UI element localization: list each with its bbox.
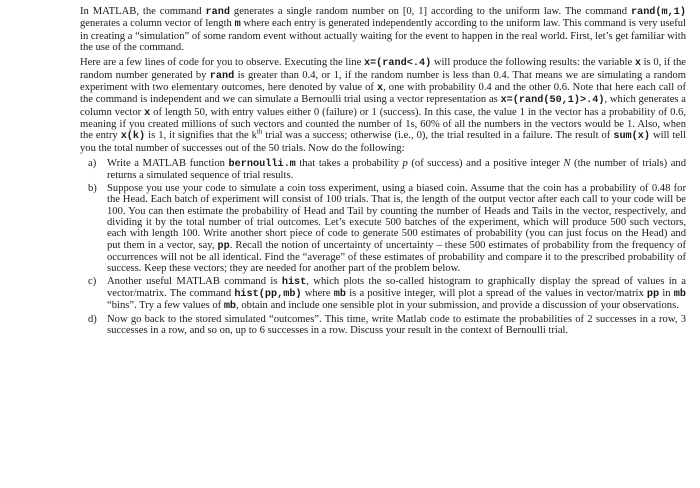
list-marker: a) bbox=[88, 158, 97, 170]
code-x: x bbox=[376, 83, 384, 95]
code-x-k: x(k) bbox=[120, 131, 146, 143]
text: is greater than 0.4, or 1, if the random number is less than 0.4. That means we are simulating a random experiment with two elementary outcomes, here denoted by value of bbox=[80, 69, 686, 94]
text: , one with probability 0.4 and the other 0.6. Note that here each call of the command is independent and we can simulate a Bernoulli trial using a vector representation as bbox=[80, 82, 686, 106]
text: trial was a success; otherwise (i.e., 0), the trial resulted in a failure. The result of bbox=[262, 130, 614, 142]
code-bernoulli-m: bernoulli.m bbox=[228, 159, 296, 171]
text: where bbox=[301, 287, 334, 299]
text: in bbox=[659, 287, 674, 299]
code-mb: mb bbox=[673, 288, 686, 300]
text: Another useful MATLAB command is bbox=[107, 275, 282, 287]
list-marker: b) bbox=[88, 182, 97, 194]
text: will produce the following results: the variable bbox=[431, 57, 635, 69]
code-x: x bbox=[634, 58, 641, 70]
code-m: m bbox=[234, 19, 241, 31]
text: Suppose you use your code to simulate a coin toss experiment, using a biased coin. Assume that the coin has a probability of 0.48 for the Head. Each batch of experiment will consist of 100 trials. That is, the length of the output vector after each call to your code will be 100. You can then estimate the probability of Head and Tail by counting the number of Heads and Tails in the vector, respectively, and dividing it by the total number of trial outcomes. Let’s execute 500 batches of the experiment, which will produce 500 such vectors, each with length 100. Write another short piece of code to generate 500 estimates of probability (you can just focus on the Head) and put them in a vector, say, bbox=[107, 182, 686, 251]
text: , which generates a column vector bbox=[80, 94, 686, 118]
code-rand-m1: rand(m,1) bbox=[630, 7, 686, 18]
code-x-rand-vector: x=(rand(50,1)>.4) bbox=[500, 95, 605, 107]
code-pp: pp bbox=[646, 288, 660, 300]
text: (the number of trials) and returns a simulated sequence of trial results. bbox=[107, 158, 686, 182]
list-marker: c) bbox=[88, 275, 97, 287]
math-p: p bbox=[402, 158, 408, 170]
code-rand: rand bbox=[209, 70, 235, 82]
code-mb: mb bbox=[333, 288, 347, 300]
text: In MATLAB, the command bbox=[80, 6, 206, 17]
task-item-a bbox=[80, 158, 686, 182]
code-sum-x: sum(x) bbox=[613, 131, 651, 143]
text: (of success) and a positive integer bbox=[407, 158, 564, 170]
text: “bins”. Try a few values of bbox=[107, 300, 224, 312]
text: , which plots the so-called histogram to graphically display the spread of values in a vector/matrix. The command bbox=[107, 275, 686, 299]
superscript-th: th bbox=[256, 127, 263, 136]
math-n: N bbox=[563, 158, 571, 170]
text: generates a column vector of length bbox=[80, 18, 235, 30]
code-hist: hist bbox=[281, 276, 307, 288]
text: generates a single random number on [0, 1] according to the uniform law. The command bbox=[229, 6, 631, 17]
code-pp: pp bbox=[217, 240, 230, 252]
code-mb: mb bbox=[223, 301, 237, 313]
code-hist-pp-mb: hist(pp,mb) bbox=[234, 288, 302, 300]
text: will tell you the total number of successes out of the 50 trials. Now do the following: bbox=[80, 130, 686, 154]
code-x-rand-lt: x=(rand<.4) bbox=[363, 58, 432, 70]
task-item-b bbox=[80, 183, 686, 275]
text: , obtain and include one sensible plot in your submission, and provide a discussion of your observations. bbox=[236, 300, 679, 312]
text: is a positive integer, will plot a spread of the values in vector/matrix bbox=[346, 287, 647, 299]
code-rand: rand bbox=[205, 7, 230, 18]
explanation-paragraph bbox=[80, 57, 686, 154]
code-x: x bbox=[144, 107, 151, 119]
text: is 0, if the random number generated by bbox=[80, 57, 686, 81]
list-marker: d) bbox=[88, 313, 97, 325]
task-item-d bbox=[80, 314, 686, 337]
task-list bbox=[80, 158, 686, 336]
intro-paragraph bbox=[80, 6, 686, 53]
text: that takes a probability bbox=[295, 158, 403, 170]
text: Now go back to the stored simulated “outcomes”. This time, write Matlab code to estimate the probabilities of 2 successes in a row, 3 successes in a row, and so on, up to 6 successes in a row. Discuss your result in the context of Bernoulli trial. bbox=[107, 313, 686, 336]
text: is 1, it signifies that the k bbox=[145, 130, 257, 142]
text: Write a MATLAB function bbox=[107, 158, 229, 170]
text: where each entry is generated independently according to the uniform law. This command is very useful in creating a “simulation” of some random event without actually waiting for the event to happen in the real world. First, let’s get familiar with the use of the command. bbox=[80, 18, 687, 54]
text: . Recall the notion of uncertainty of uncertainty – these 500 estimates of probability from the frequency of occurrences will not be all identical. Find the “average” of these estimates of probability and compare it to the prescribed probability of success. Keep these vectors; they are needed for another part of the problem below. bbox=[107, 239, 686, 275]
task-item-c bbox=[80, 276, 686, 313]
text: Here are a few lines of code for you to observe. Executing the line bbox=[80, 57, 364, 69]
text: of length 50, with entry values either 0 (failure) or 1 (success). In this case, the value 1 in the vector has a probability of 0.6, meaning if you created millions of such vectors and counted the number of 1s, 60% of all the numbers in the vectors would be 1. Also, when the entry bbox=[80, 106, 686, 142]
